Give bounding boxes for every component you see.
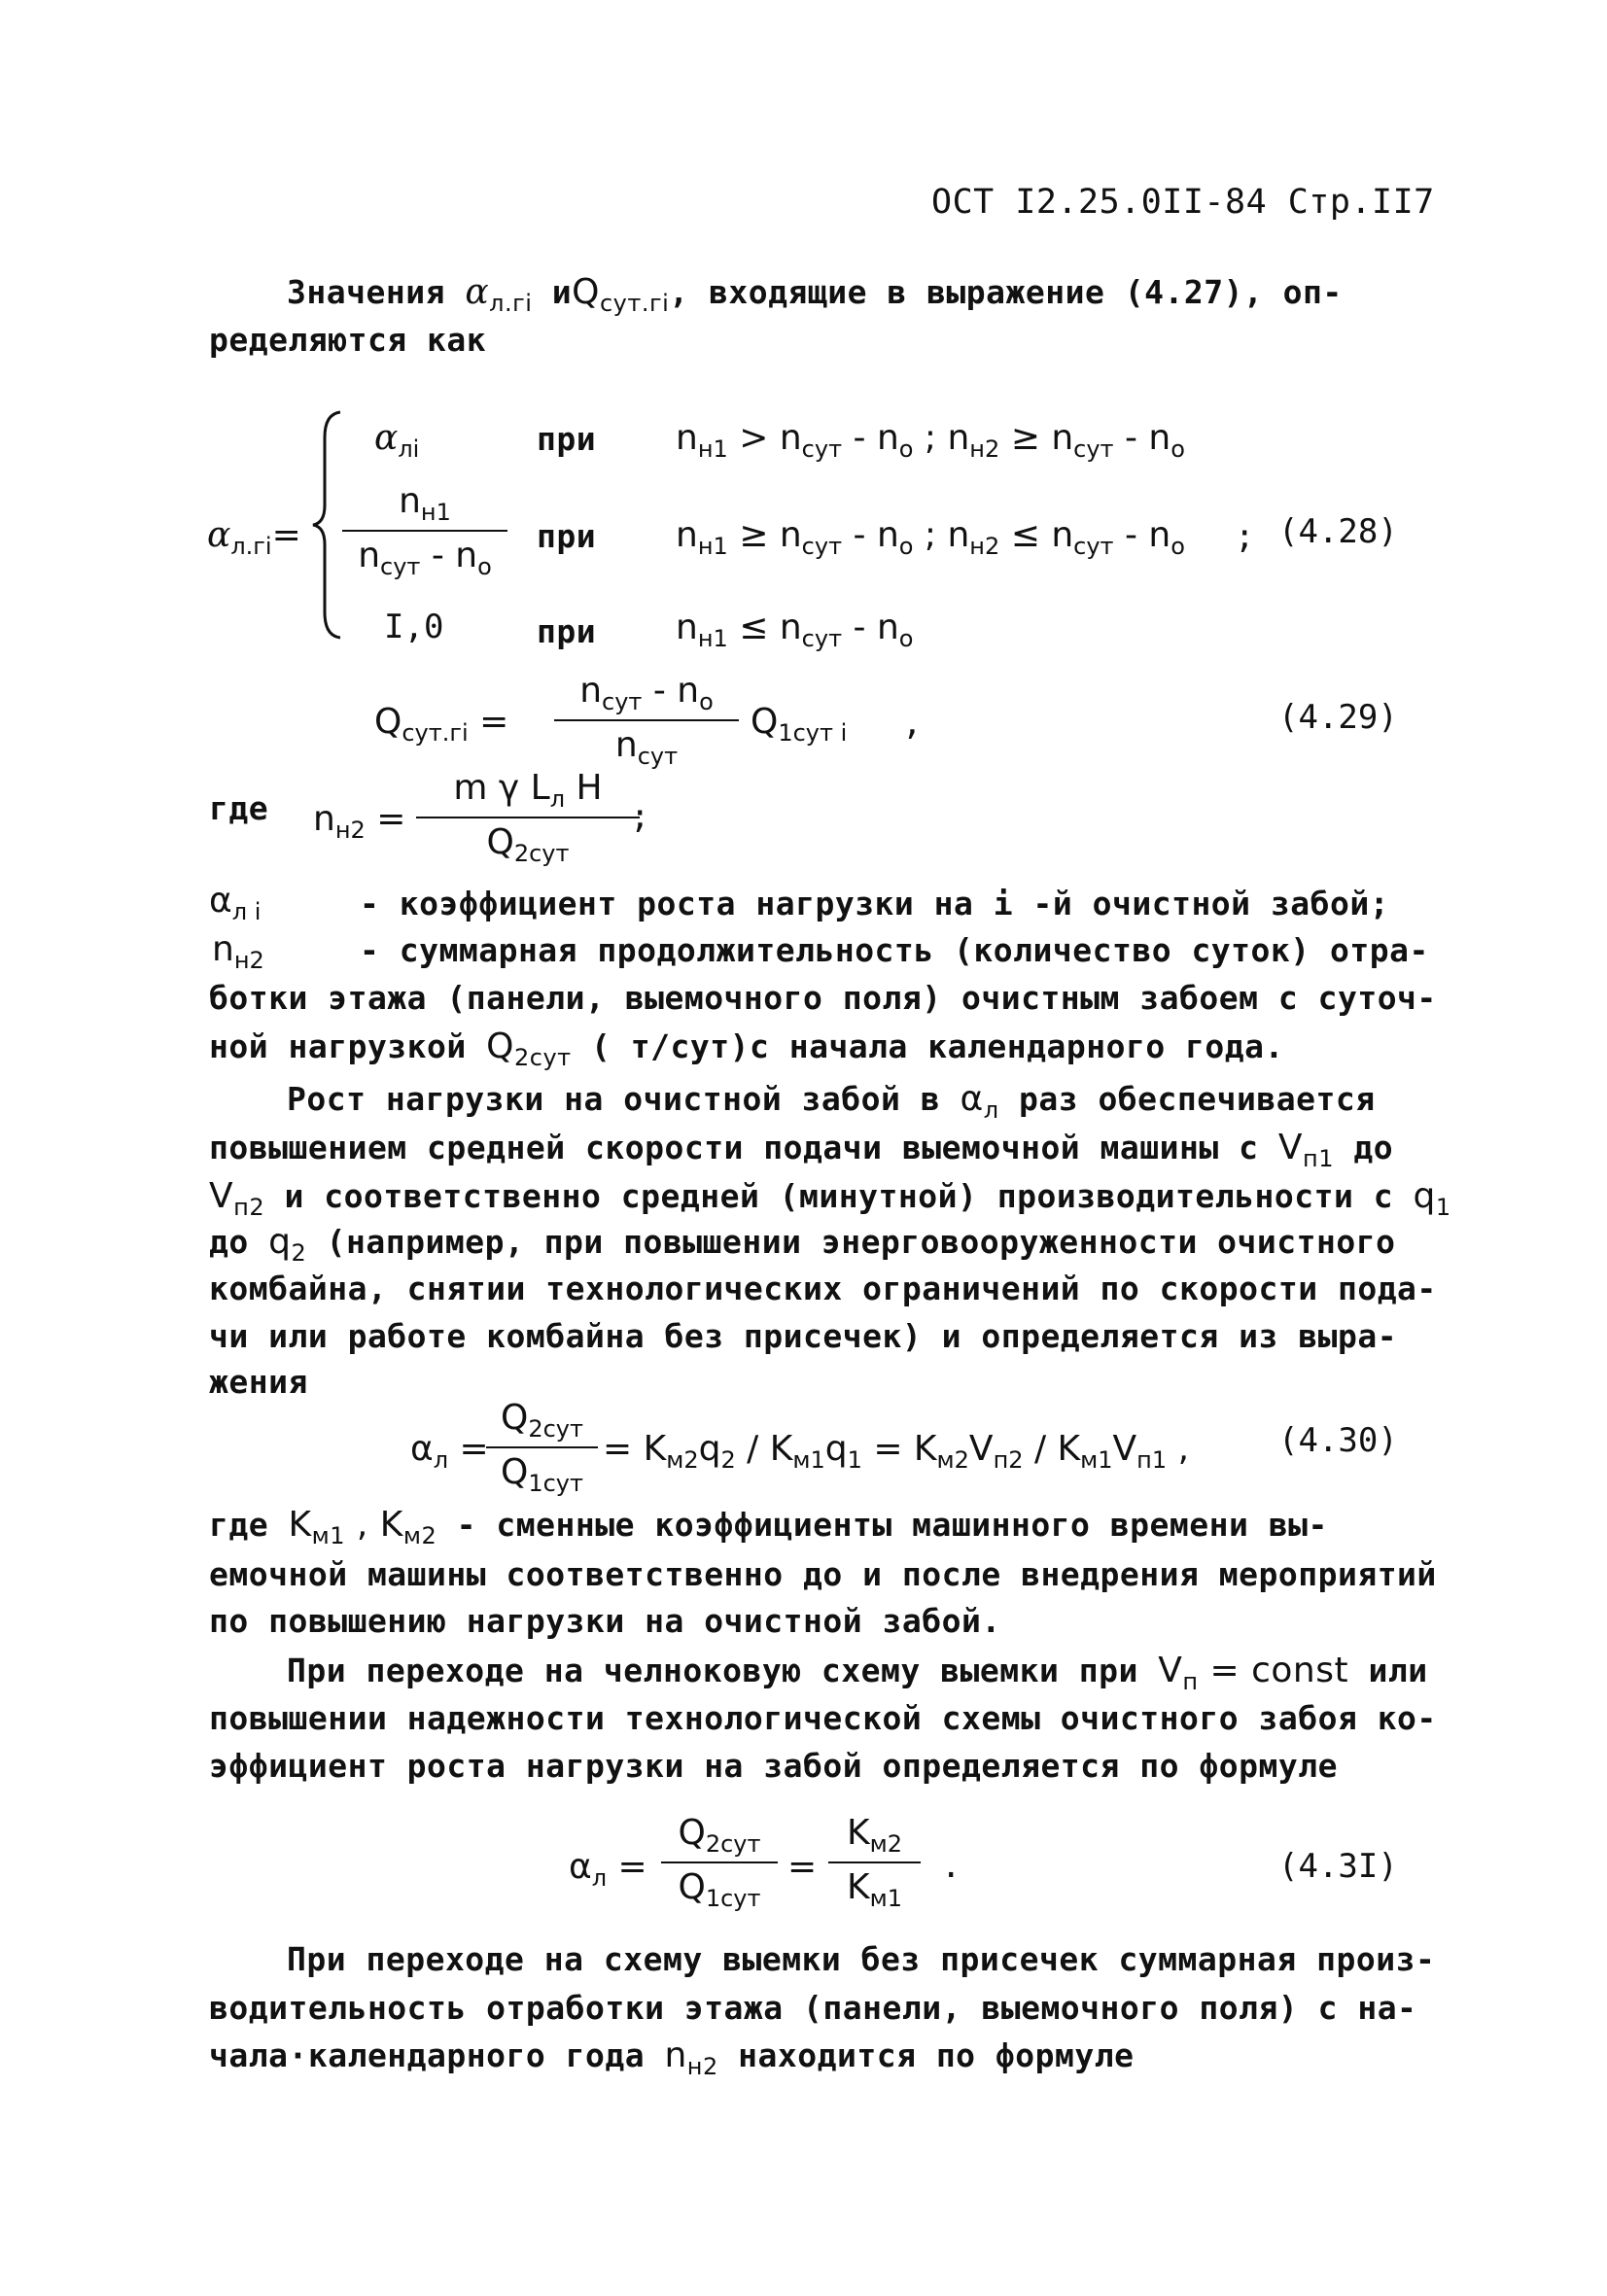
fraction-bar	[554, 719, 739, 721]
para2-line1: При переходе на челноковую схему выемки при $V_п$ = const или	[287, 1651, 1428, 1695]
fraction-numerator	[501, 1398, 583, 1443]
eq431-fraction-1	[661, 1813, 778, 1912]
e430den-math: $Q_{1сут}$	[501, 1452, 583, 1497]
eq431-lhs	[569, 1847, 647, 1892]
eq428-case1-condition	[676, 418, 1185, 463]
eq429-lhs: $Q_{сут.гi}$ =	[374, 702, 509, 747]
where2-line2: емочной машины соответственно до и после внедрения мероприятий	[209, 1555, 1437, 1593]
eq428-case2-condition	[676, 515, 1185, 560]
eq430-fraction	[486, 1398, 598, 1497]
eq428-case2-pri: при	[537, 517, 597, 555]
e430rhs-math: = $K_{м2}q_2 / K_{м1}q_1 = K_{м2}V_{п2} / K_{м1}V_{п1}$ ,	[603, 1429, 1190, 1474]
eq428-case3-value: I,0	[384, 608, 444, 646]
where2-line3: по повышению нагрузки на очистной забой.	[209, 1602, 1001, 1640]
dAsym-math: $\alpha_{л i}$	[209, 881, 262, 925]
eq429-number: (4.29)	[1278, 698, 1398, 737]
fraction-numerator	[453, 768, 602, 813]
fraction-numerator	[679, 1813, 761, 1858]
para2-line3: эффициент роста нагрузки на забой определяется по формуле	[209, 1747, 1338, 1785]
eq429-fraction	[554, 671, 739, 770]
dNsym-math: $n_{н2}$	[212, 929, 264, 974]
para1-line7: жения	[209, 1363, 308, 1401]
eq430-lhs	[410, 1429, 489, 1474]
para3-line2: водительность отработки этажа (панели, выемочного поля) с на-	[209, 1989, 1417, 2027]
e429rhs-math: $Q_{1сут i}$	[751, 702, 848, 747]
eq431-tail: .	[941, 1847, 961, 1886]
e429den-math: $n_{сут}$	[614, 725, 679, 770]
e429num-math: $n_{сут} - n_о$	[579, 671, 714, 715]
dNl3sym-math: $Q_{2сут}$	[486, 1026, 572, 1071]
eq429-rhs	[751, 702, 847, 747]
eq428-lhs: $\alpha_{л.гi}=$	[207, 515, 301, 560]
e431lhs-math: $\alpha_л$ =	[569, 1847, 647, 1892]
e431d1-math: $Q_{1сут}$	[678, 1867, 761, 1912]
eq428-number: (4.28)	[1278, 512, 1398, 551]
fraction-bar	[416, 817, 640, 818]
eq428-case1-value: $\alpha_{лi}$	[374, 418, 420, 463]
para2-line2: повышении надежности технологической схемы очистного забоя ко-	[209, 1699, 1437, 1737]
c1-math: $n_{н1} > n_{сут} - n_о$ ; $n_{н2} \ge n_{сут} - n_о$	[676, 418, 1185, 463]
para3-line1: При переходе на схему выемки без присечек суммарная произ-	[287, 1940, 1436, 1978]
where1-lhs	[313, 799, 405, 844]
w1den-math: $Q_{2сут}$	[486, 822, 570, 867]
eq431-number: (4.3I)	[1278, 1847, 1398, 1886]
p2sym-math: $V_{п1}$	[1277, 1128, 1334, 1172]
para1-line3: $V_{п2}$ и соответственно средней (минутной) производительности с $q_1$	[209, 1176, 1451, 1221]
fraction-denominator	[847, 1867, 902, 1912]
def-alpha-symbol	[209, 881, 261, 925]
fraction-denominator	[501, 1452, 583, 1497]
q-symbol: $Q_{сут.гi}$	[572, 272, 670, 317]
eq428-tail: ;	[1235, 517, 1255, 556]
fraction-denominator	[487, 822, 570, 867]
e430lhs-math: $\alpha_л$ =	[410, 1429, 489, 1474]
def-n-line2: ботки этажа (панели, выемочного поля) очистным забоем с суточ-	[209, 979, 1437, 1017]
eq428-case2-fraction	[342, 481, 507, 580]
para1-line6: чи или работе комбайна без присечек) и определяется из выра-	[209, 1317, 1398, 1355]
fraction-numerator: $n_{н1}$	[399, 481, 451, 526]
def-n-text: - суммарная продолжительность (количество суток) отра-	[360, 931, 1429, 969]
c3-math: $n_{н1} \le n_{сут} - n_о$	[676, 608, 914, 652]
fraction-bar	[342, 530, 507, 532]
para1-line5: комбайна, снятии технологических ограничений по скорости пода-	[209, 1270, 1437, 1307]
where1-fraction	[416, 768, 640, 867]
p3sym-math: $V_{п2}$	[209, 1176, 265, 1221]
eq431-fraction-2	[828, 1813, 921, 1912]
e431d2-math: $K_{м1}$	[847, 1867, 902, 1912]
para1-line2: повышением средней скорости подачи выемочной машины с $V_{п1}$ до	[209, 1128, 1394, 1172]
def-n-line3: ной нагрузкой $Q_{2сут}$ ( т/сут)с начала календарного года.	[209, 1026, 1284, 1071]
e431n2-math: $K_{м2}$	[847, 1813, 902, 1858]
where1-label: где	[209, 789, 269, 827]
fraction-bar	[486, 1446, 598, 1448]
para1-line1: Рост нагрузки на очистной забой в $\alpha_л$ раз обеспечивается	[287, 1079, 1376, 1124]
w2syms-math: $K_{м1}$ , $K_{м2}$	[288, 1505, 437, 1549]
c2-math: $n_{н1} \ge n_{сут} - n_о$ ; $n_{н2} \le n_{сут} - n_о$	[676, 515, 1185, 560]
p4sym-math: $q_2$	[268, 1222, 307, 1267]
w1num-math: m γ $L_л$ H	[453, 768, 603, 813]
eq430-number: (4.30)	[1278, 1421, 1398, 1460]
where1-tail: ;	[630, 797, 650, 836]
where2-line1: где $K_{м1}$ , $K_{м2}$ - сменные коэффициенты машинного времени вы-	[209, 1505, 1328, 1549]
fraction-numerator	[579, 671, 714, 715]
p3sym2-math: $q_1$	[1413, 1176, 1451, 1221]
e430num-math: $Q_{2сут}$	[501, 1398, 583, 1443]
eq430-rhs	[603, 1429, 1189, 1474]
fraction-denominator	[615, 725, 678, 770]
fraction-numerator	[847, 1813, 902, 1858]
p21sym-math: $V_п$ = const	[1158, 1651, 1349, 1695]
para3-line3: чала·календарного года $n_{н2}$ находится по формуле	[209, 2035, 1135, 2080]
intro-line-1: Значения $\alpha_{л.гi}$ $иQ_{сут.гi}$, входящие в выражение (4.27), оп-	[287, 272, 1343, 317]
def-n-symbol	[212, 929, 264, 974]
def-alpha-text: - коэффициент роста нагрузки на i -й очистной забой;	[360, 885, 1390, 922]
eq428-case3-pri: при	[537, 612, 597, 650]
e431n1-math: $Q_{2сут}$	[678, 1813, 761, 1858]
fraction-denominator	[679, 1867, 761, 1912]
page-header: ОСТ I2.25.0II-84 Стр.II7	[931, 183, 1435, 222]
para1-line4: до $q_2$ (например, при повышении энерговооруженности очистного	[209, 1222, 1396, 1267]
p1sym-math: $\alpha_л$	[960, 1079, 999, 1124]
fraction-denominator: $n_{сут} - n_о$	[358, 536, 492, 580]
w1lhs-math: $n_{н2}$ =	[313, 799, 406, 844]
alpha-symbol: $\alpha_{л.гi}$	[465, 272, 533, 317]
eq431-eq-mid: =	[787, 1847, 818, 1887]
fraction-bar	[828, 1861, 921, 1863]
intro-line-2: ределяются как	[209, 321, 487, 359]
eq428-case3-condition	[676, 608, 913, 652]
eq428-case1-pri: при	[537, 420, 597, 458]
p33sym-math: $n_{н2}$	[664, 2035, 718, 2080]
fraction-bar	[661, 1861, 778, 1863]
eq429-tail: ,	[902, 704, 923, 743]
